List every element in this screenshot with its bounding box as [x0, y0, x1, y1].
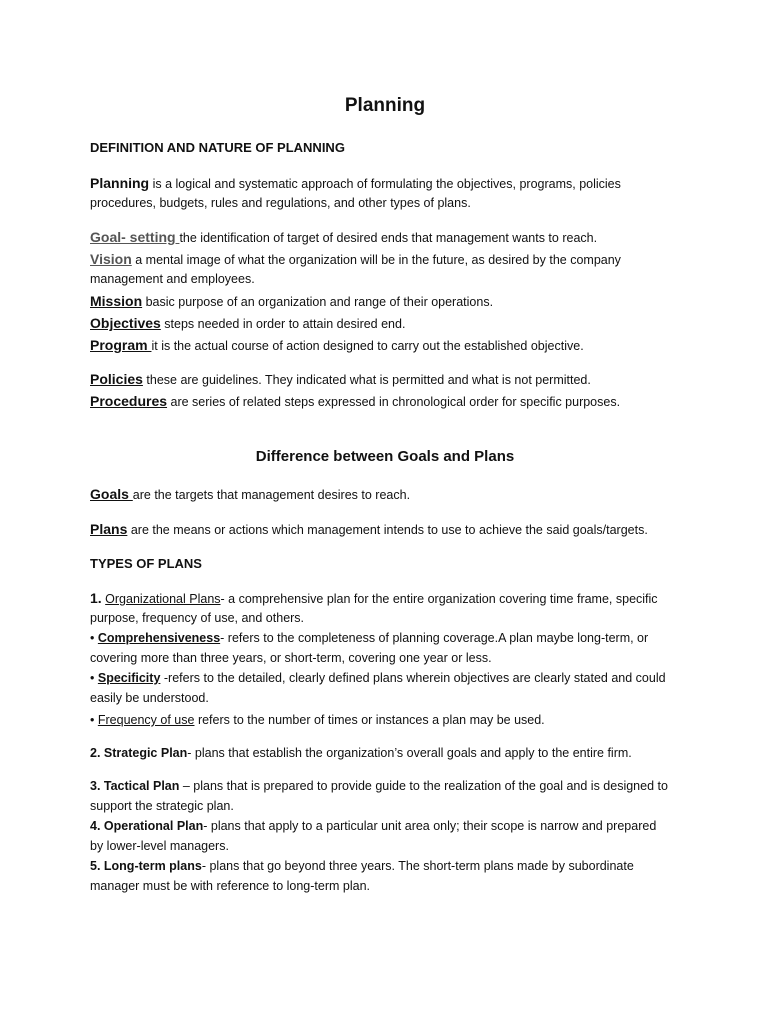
- section-heading-definition: DEFINITION AND NATURE OF PLANNING: [90, 140, 345, 155]
- strategic-plan-line: [90, 744, 632, 762]
- program-line: [90, 336, 584, 355]
- long-term-plans-line-1: [90, 857, 634, 875]
- item-number-1: 1.: [90, 590, 102, 606]
- operational-plan-term: 4. Operational Plan: [90, 819, 204, 833]
- comprehensiveness-definition: - refers to the completeness of planning coverage.A plan maybe long-term, or: [220, 631, 649, 645]
- frequency-of-use-term: Frequency of use: [97, 713, 195, 727]
- objectives-line: [90, 314, 405, 333]
- specificity-line-2: easily be understood.: [90, 691, 209, 705]
- bullet: •: [90, 631, 95, 645]
- planning-definition-line-2: procedures, budgets, rules and regulations, and other types of plans.: [90, 196, 471, 210]
- organizational-plans-definition: - a comprehensive plan for the entire organization covering time frame, specific: [220, 592, 658, 606]
- plans-term: Plans: [90, 521, 128, 537]
- planning-definition-text: is a logical and systematic approach of formulating the objectives, programs, policies: [149, 177, 621, 191]
- organizational-plans-line-2: purpose, frequency of use, and others.: [90, 611, 305, 625]
- policies-definition: these are guidelines. They indicated what is permitted and what is not permitted.: [142, 373, 591, 387]
- specificity-line-1: [90, 669, 666, 687]
- document-title: Planning: [344, 95, 426, 116]
- plans-definition: are the means or actions which management intends to use to achieve the said goals/targets.: [127, 523, 648, 537]
- operational-plan-line-1: [90, 817, 656, 835]
- comprehensiveness-line-2: covering more than three years, or short-term, covering one year or less.: [90, 651, 492, 665]
- mission-definition: basic purpose of an organization and range of their operations.: [142, 295, 494, 309]
- procedures-term: Procedures: [90, 393, 168, 409]
- goals-line: [90, 485, 410, 504]
- bullet: •: [90, 713, 95, 727]
- mission-term: Mission: [90, 293, 143, 309]
- organizational-plans-term: Organizational Plans: [105, 592, 221, 606]
- goal-setting-term: Goal- setting: [90, 229, 180, 245]
- long-term-plans-line-2: manager must be with reference to long-term plan.: [90, 879, 370, 893]
- vision-definition: a mental image of what the organization will be in the future, as desired by the company: [131, 253, 621, 267]
- section-heading-difference: Difference between Goals and Plans: [255, 448, 515, 465]
- specificity-definition: -refers to the detailed, clearly defined plans wherein objectives are clearly stated and could: [160, 671, 666, 685]
- vision-term: Vision: [90, 251, 132, 267]
- objectives-term: Objectives: [90, 315, 161, 331]
- frequency-of-use-line: [90, 711, 545, 729]
- tactical-plan-definition: – plans that is prepared to provide guide to the realization of the goal and is designed to: [179, 779, 668, 793]
- policies-term: Policies: [90, 371, 143, 387]
- frequency-of-use-definition: refers to the number of times or instances a plan may be used.: [194, 713, 545, 727]
- comprehensiveness-term: Comprehensiveness: [97, 631, 221, 645]
- vision-line-1: [90, 250, 621, 269]
- plans-line: [90, 520, 648, 539]
- section-heading-types: TYPES OF PLANS: [90, 556, 202, 571]
- program-term: Program: [90, 337, 152, 353]
- policies-line: [90, 370, 591, 389]
- program-definition: it is the actual course of action designed to carry out the established objective.: [151, 339, 584, 353]
- procedures-definition: are series of related steps expressed in chronological order for specific purposes.: [167, 395, 621, 409]
- goal-setting-definition: the identification of target of desired ends that management wants to reach.: [179, 231, 598, 245]
- long-term-plans-definition: - plans that go beyond three years. The short-term plans made by subordinate: [201, 859, 634, 873]
- goal-setting-line: [90, 228, 597, 247]
- tactical-plan-term: 3. Tactical Plan: [90, 779, 180, 793]
- tactical-plan-line-1: [90, 777, 668, 795]
- strategic-plan-term: 2. Strategic Plan: [90, 746, 188, 760]
- long-term-plans-term: 5. Long-term plans: [90, 859, 202, 873]
- bullet: •: [90, 671, 95, 685]
- mission-line: [90, 292, 493, 311]
- organizational-plans-line-1: [90, 589, 658, 608]
- tactical-plan-line-2: support the strategic plan.: [90, 799, 234, 813]
- planning-term: Planning: [90, 175, 150, 191]
- objectives-definition: steps needed in order to attain desired end.: [160, 317, 406, 331]
- operational-plan-line-2: by lower-level managers.: [90, 839, 229, 853]
- planning-definition-line-1: [90, 174, 621, 193]
- comprehensiveness-line-1: [90, 629, 648, 647]
- vision-line-2: management and employees.: [90, 272, 255, 286]
- operational-plan-definition: - plans that apply to a particular unit area only; their scope is narrow and prepared: [203, 819, 657, 833]
- goals-term: Goals: [90, 486, 133, 502]
- strategic-plan-definition: - plans that establish the organization’s overall goals and apply to the entire firm.: [187, 746, 632, 760]
- specificity-term: Specificity: [97, 671, 161, 685]
- procedures-line: [90, 392, 620, 411]
- goals-definition: are the targets that management desires to reach.: [132, 488, 411, 502]
